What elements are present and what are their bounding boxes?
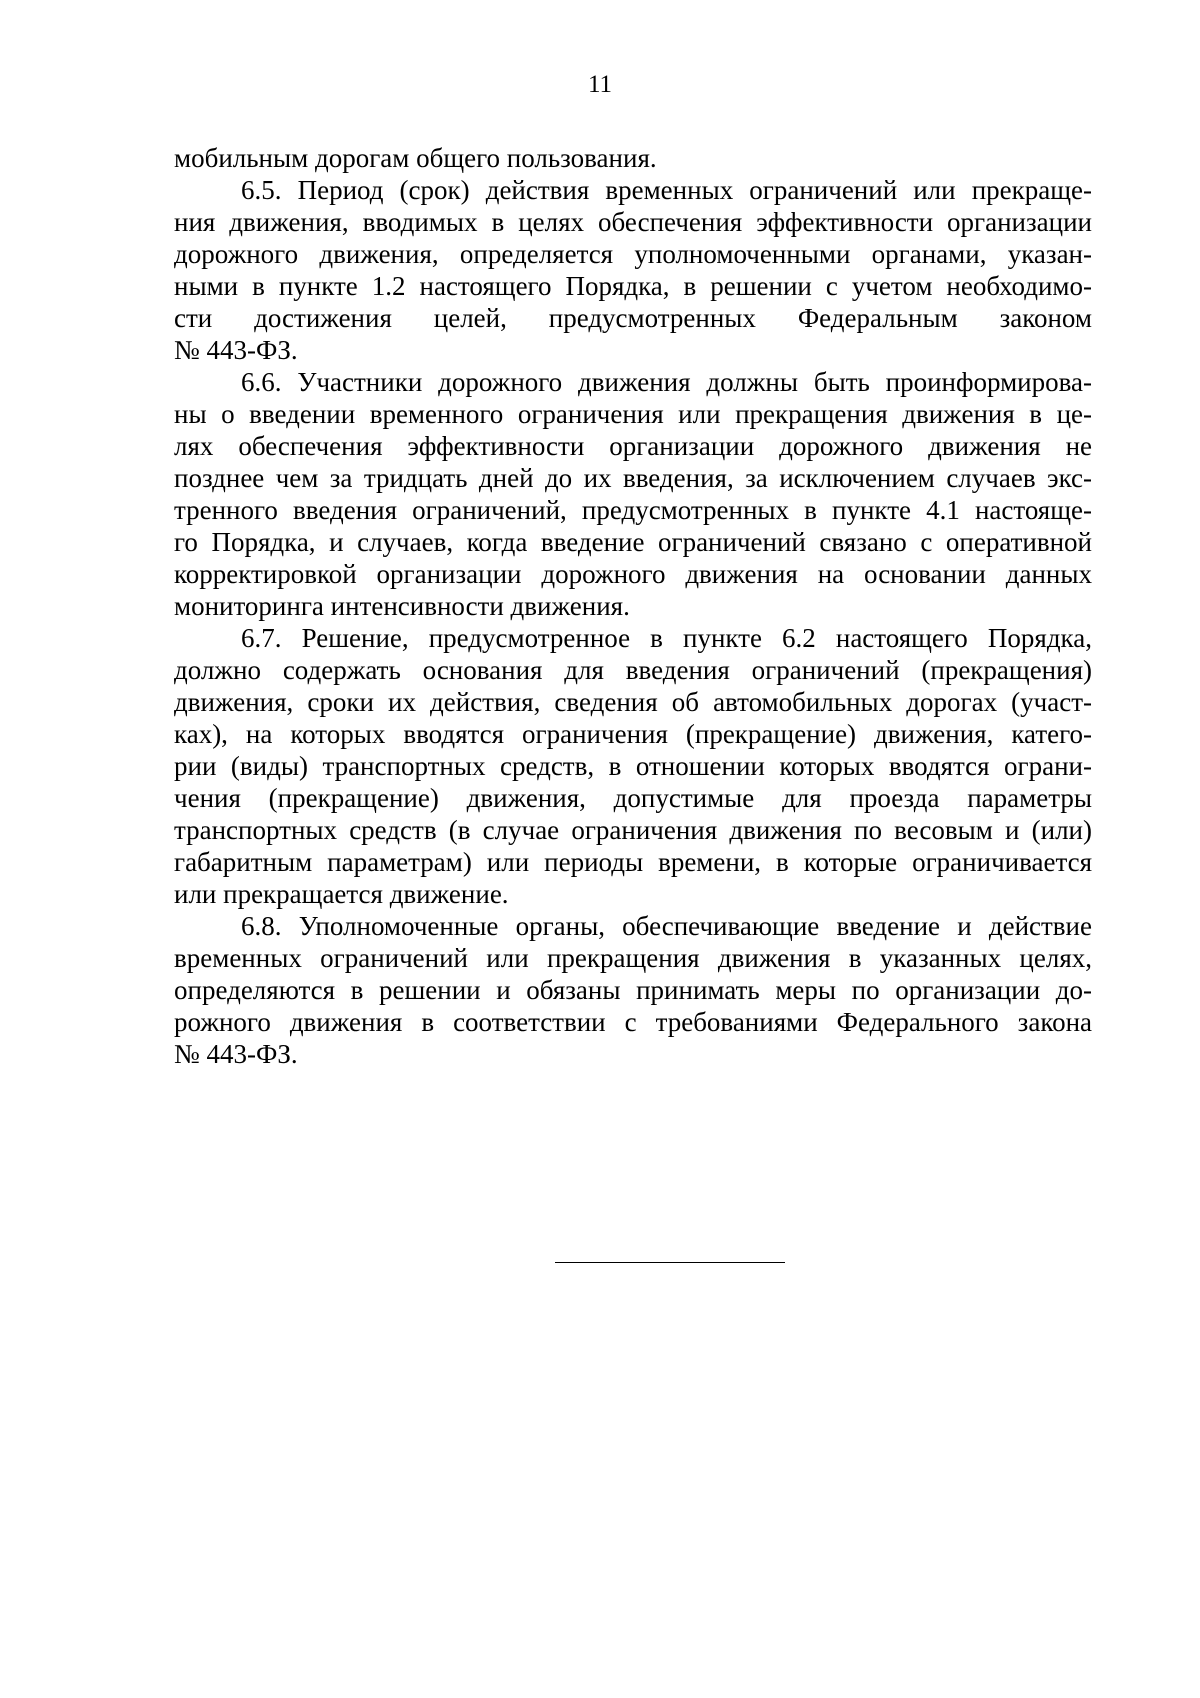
text-line: 6.8. Уполномоченные органы, обеспечивающие введение и действие (241, 911, 1092, 941)
text-line: 6.5. Период (срок) действия временных ограничений или прекраще- (241, 175, 1092, 205)
text-line: временных ограничений или прекращения движения в указанных целях, (174, 943, 1092, 973)
text-line: ния движения, вводимых в целях обеспечения эффективности организации (174, 207, 1092, 237)
text-line: мобильным дорогам общего пользования. (174, 143, 657, 173)
text-line: № 443-ФЗ. (174, 1039, 298, 1069)
text-line: или прекращается движение. (174, 879, 509, 909)
text-line: чения (прекращение) движения, допустимые для проезда параметры (174, 783, 1092, 813)
text-line: рожного движения в соответствии с требованиями Федерального закона (174, 1007, 1092, 1037)
text-line: движения, сроки их действия, сведения об автомобильных дорогах (участ- (174, 687, 1092, 717)
text-line: дорожного движения, определяется уполномоченными органами, указан- (174, 239, 1092, 269)
text-line: определяются в решении и обязаны принимать меры по организации до- (174, 975, 1092, 1005)
text-line: ными в пункте 1.2 настоящего Порядка, в решении с учетом необходимо- (174, 271, 1092, 301)
text-line: № 443-ФЗ. (174, 335, 298, 365)
text-line: должно содержать основания для введения ограничений (прекращения) (174, 655, 1092, 685)
page-number: 11 (587, 71, 613, 98)
text-line: го Порядка, и случаев, когда введение ограничений связано с оперативной (174, 527, 1092, 557)
text-line: рии (виды) транспортных средств, в отношении которых вводятся ограни- (174, 751, 1092, 781)
text-line: мониторинга интенсивности движения. (174, 591, 630, 621)
document-body (174, 142, 1092, 1070)
text-line: 6.6. Участники дорожного движения должны быть проинформирова- (241, 367, 1092, 397)
text-line: тренного введения ограничений, предусмотренных в пункте 4.1 настояще- (174, 495, 1092, 525)
text-line: транспортных средств (в случае ограничения движения по весовым и (или) (174, 815, 1092, 845)
text-line: ны о введении временного ограничения или прекращения движения в це- (174, 399, 1092, 429)
text-line: габаритным параметрам) или периоды времени, в которые ограничивается (174, 847, 1092, 877)
text-line: позднее чем за тридцать дней до их введения, за исключением случаев экс- (174, 463, 1092, 493)
text-line: сти достижения целей, предусмотренных Федеральным законом (174, 303, 1092, 333)
text-line: корректировкой организации дорожного движения на основании данных (174, 559, 1092, 589)
text-line: ках), на которых вводятся ограничения (прекращение) движения, катего- (174, 719, 1092, 749)
text-line: лях обеспечения эффективности организации дорожного движения не (174, 431, 1092, 461)
text-line: 6.7. Решение, предусмотренное в пункте 6.2 настоящего Порядка, (241, 623, 1092, 653)
end-separator-line (555, 1262, 785, 1263)
